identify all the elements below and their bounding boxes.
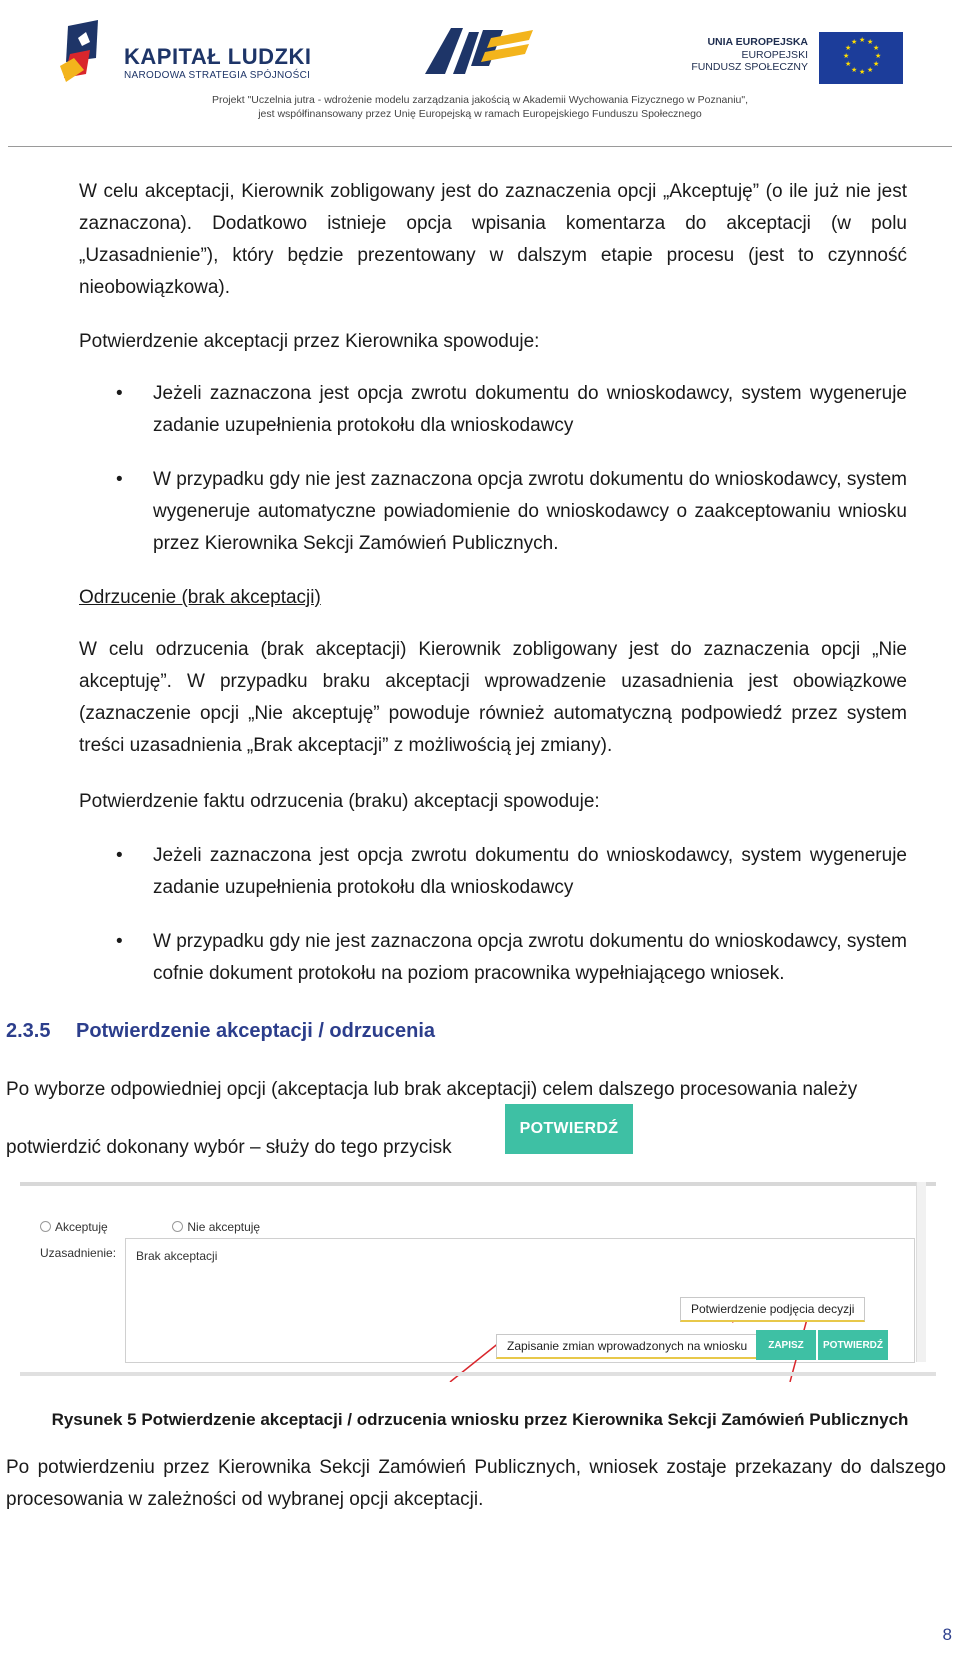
- kapital-ludzki-emblem-icon: [60, 18, 120, 88]
- eu-line-1: UNIA EUROPEJSKA: [707, 36, 808, 48]
- section-heading: [6, 1020, 435, 1043]
- paragraph-reject: W celu odrzucenia (brak akceptacji) Kierownik zobligowany jest do zaznaczenia opcji „Nie akceptuję”. W przypadku braku akceptacji wprowadzenie uzasadnienia jest obowiązkowe (zaznaczenie opcji „Nie akceptuję” powoduje również automatyczną podpowiedź przez system treści uzasadnienia „Brak akceptacji” z możliwością jej zmiany).: [79, 639, 907, 756]
- eu-line-3: FUNDUSZ SPOŁECZNY: [691, 61, 808, 73]
- eu-flag-icon: [819, 32, 903, 84]
- callout-save-changes: Zapisanie zmian wprowadzonych na wniosku: [496, 1334, 758, 1359]
- figure-screenshot: [20, 1182, 936, 1382]
- svg-text:★: ★: [859, 68, 866, 76]
- justification-value: Brak akceptacji: [136, 1249, 218, 1263]
- figure-bottom-bar: [20, 1372, 936, 1376]
- paragraph-final: Po potwierdzeniu przez Kierownika Sekcji Zamówień Publicznych, wniosek zostaje przekazany do dalszego procesowania w zależności od wybranej opcji akceptacji.: [6, 1457, 946, 1510]
- radio-reject-label: Nie akceptuję: [187, 1220, 261, 1234]
- list-item: Jeżeli zaznaczona jest opcja zwrotu dokumentu do wnioskodawcy, system wygeneruje zadanie uzupełnienia protokołu dla wnioskodawcy: [153, 383, 907, 436]
- list-item: Jeżeli zaznaczona jest opcja zwrotu dokumentu do wnioskodawcy, system wygeneruje zadanie uzupełnienia protokołu dla wnioskodawcy: [153, 845, 907, 898]
- page-number: 8: [942, 1625, 952, 1644]
- svg-text:★: ★: [873, 60, 880, 68]
- paragraph-accept-effects: Potwierdzenie akceptacji przez Kierownika spowoduje:: [79, 331, 540, 352]
- callout-confirm-decision: Potwierdzenie podjęcia decyzji: [680, 1297, 865, 1322]
- bullet-dot: •: [116, 845, 123, 866]
- page-header: [0, 0, 960, 150]
- svg-text:★: ★: [867, 66, 874, 74]
- svg-text:★: ★: [859, 36, 866, 44]
- bullet-dot: •: [116, 469, 123, 490]
- kapital-ludzki-logo: [60, 18, 360, 98]
- paragraph-confirm-line-1: Po wyborze odpowiedniej opcji (akceptacja lub brak akceptacji) celem dalszego procesowania należy: [6, 1079, 858, 1100]
- svg-text:★: ★: [851, 66, 858, 74]
- project-info-line-1: Projekt "Uczelnia jutra - wdrożenie modelu zarządzania jakością w Akademii Wychowania Fizycznego w Poznaniu",: [211, 94, 749, 106]
- figure-caption: Rysunek 5 Potwierdzenie akceptacji / odrzucenia wniosku przez Kierownika Sekcji Zamówień Publicznych: [51, 1410, 909, 1429]
- paragraph-reject-effects: Potwierdzenie faktu odrzucenia (braku) akceptacji spowoduje:: [79, 791, 600, 812]
- justification-label: Uzasadnienie:: [40, 1246, 117, 1260]
- confirm-button-example: POTWIERDŹ: [505, 1104, 633, 1154]
- radio-accept-label: Akceptuję: [55, 1220, 108, 1234]
- header-divider: [8, 146, 952, 147]
- bullet-dot: •: [116, 383, 123, 404]
- svg-text:★: ★: [873, 44, 880, 52]
- list-item: W przypadku gdy nie jest zaznaczona opcja zwrotu dokumentu do wnioskodawcy, system cofnie dokument protokołu na poziom pracownika wypełniającego wniosek.: [153, 931, 907, 984]
- project-info-line-2: jest współfinansowany przez Unię Europejską w ramach Europejskiego Funduszu Społecznego: [258, 108, 702, 120]
- section-heading-title: Potwierdzenie akceptacji / odrzucenia: [76, 1020, 436, 1042]
- bullet-dot: •: [116, 931, 123, 952]
- svg-text:★: ★: [851, 38, 858, 46]
- list-item: W przypadku gdy nie jest zaznaczona opcja zwrotu dokumentu do wnioskodawcy, system wygeneruje automatyczne powiadomienie do wnioskodawcy o zaakceptowaniu wniosku przez Kierownika Sekcji Zamówień Publicznych.: [153, 469, 907, 554]
- kapital-ludzki-subtitle: NARODOWA STRATEGIA SPÓJNOŚCI: [124, 70, 311, 81]
- svg-text:★: ★: [843, 52, 850, 60]
- figure-confirm-button[interactable]: POTWIERDŹ: [818, 1330, 888, 1360]
- awf-logo-icon: [425, 22, 535, 82]
- section-heading-number: 2.3.5: [6, 1020, 51, 1042]
- figure-save-button[interactable]: ZAPISZ: [756, 1330, 816, 1360]
- svg-text:★: ★: [875, 52, 882, 60]
- paragraph-accept: W celu akceptacji, Kierownik zobligowany jest do zaznaczenia opcji „Akceptuję” (o ile już nie jest zaznaczona). Dodatkowo istnieje opcja wpisania komentarza do akceptacji (w polu „Uzasadnienie”), który będzie prezentowany w dalszym etapie procesu (jest to czynność nieobowiązkowa).: [79, 181, 907, 298]
- eu-line-2: EUROPEJSKI: [741, 49, 808, 61]
- svg-text:★: ★: [867, 38, 874, 46]
- eu-logo: [668, 28, 908, 88]
- subheading-rejection: Odrzucenie (brak akceptacji): [79, 587, 321, 608]
- svg-text:★: ★: [845, 44, 852, 52]
- paragraph-confirm-line-2: potwierdzić dokonany wybór – służy do tego przycisk: [6, 1137, 452, 1158]
- kapital-ludzki-title: KAPITAŁ LUDZKI: [124, 44, 312, 69]
- awf-logo: [425, 22, 535, 82]
- svg-text:★: ★: [845, 60, 852, 68]
